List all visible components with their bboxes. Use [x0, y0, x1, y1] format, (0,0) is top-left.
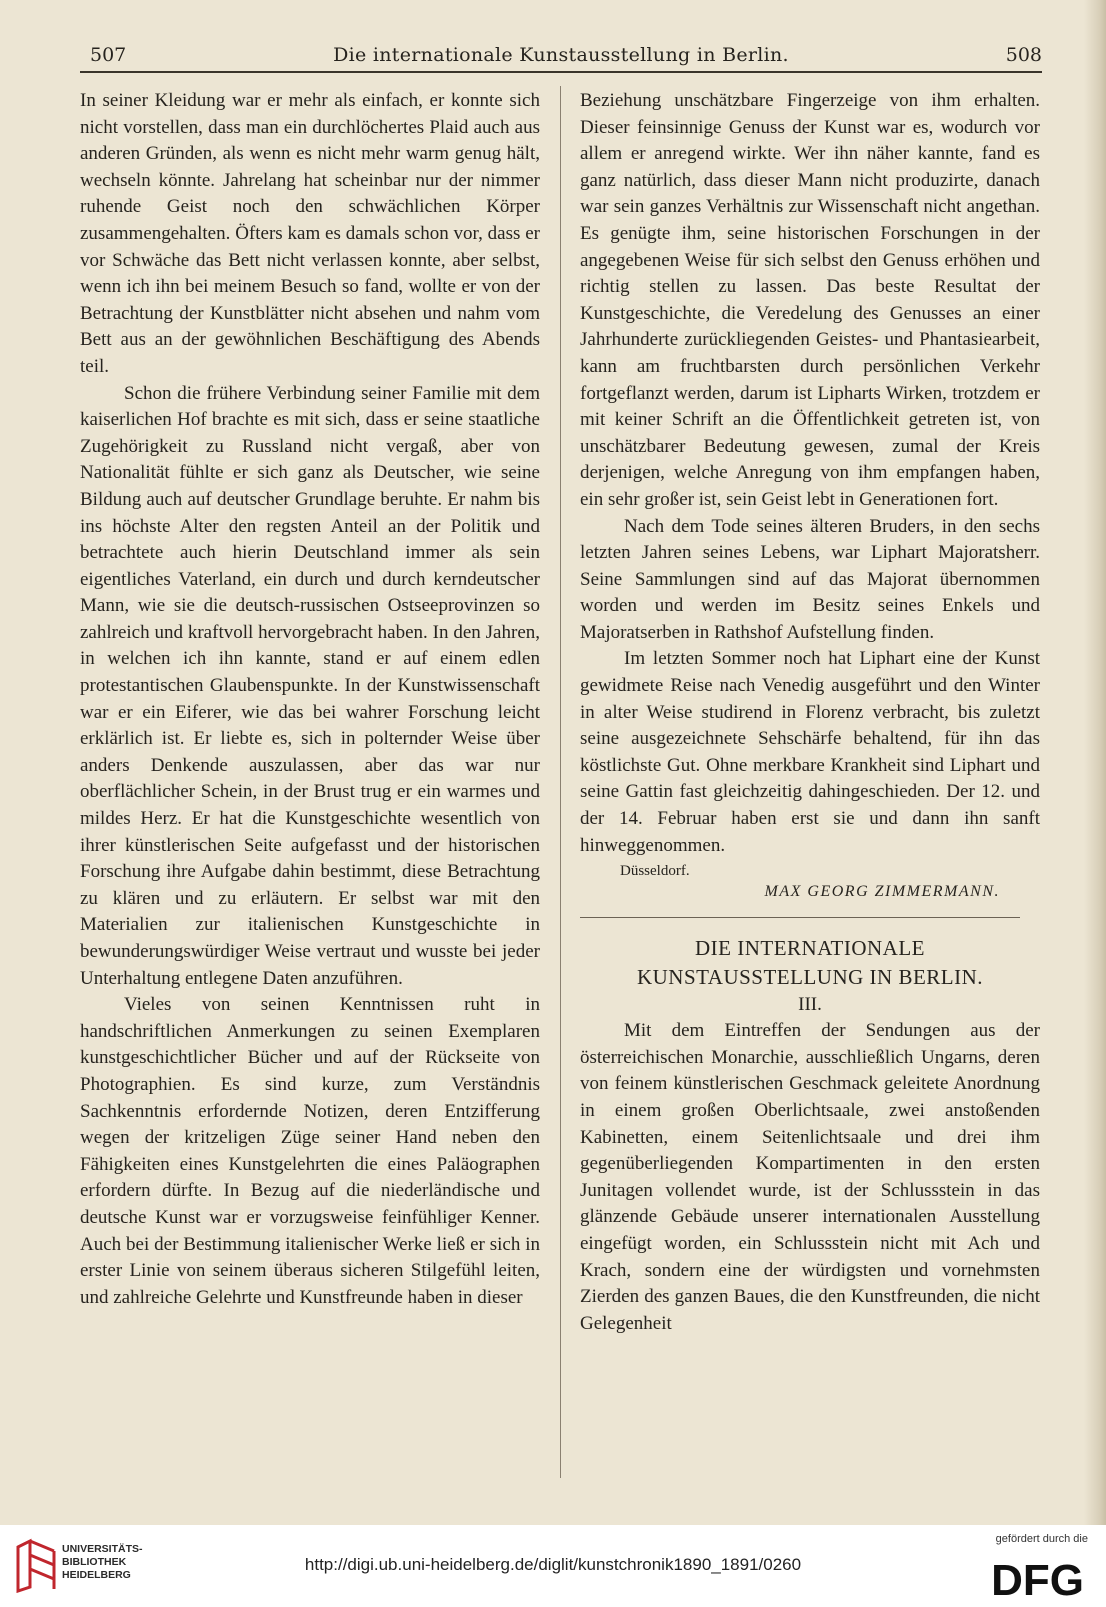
paragraph: Im letzten Sommer noch hat Liphart eine der Kunst gewidmete Reise nach Venedig ausgeführt und den Winter in alter Weise studirend in Florenz verbracht, bis zuletzt seine ausgezeichnete Sehschärfe behaltend, für ihn das köstlichste Gut. Ohne merkbare Krankheit sind Liphart und seine Gattin fast gleichzeitig dahingeschieden. Der 12. und der 14. Februar haben erst sie und dann ihn sanft hinweggenommen.: [580, 648, 1040, 856]
paragraph: Vieles von seinen Kenntnissen ruht in handschriftlichen Anmerkungen zu seinen Exemplaren kunstgeschichtlicher Bücher und auf der Rückseite von Photographien. Es sind kurze, zum Verständnis Sachkenntnis erfordernde Notizen, deren Entzifferung wegen der kritzeligen Züge seiner Hand neben den Fähigkeiten eines Kunstgelehrten die eines Paläographen erfordern dürfte. In Bezug auf die niederländische und deutsche Kunst war er vorzugsweise feinfühliger Kenner. Auch bei der Bestimmung italienischer Werke ließ er sich in erster Linie von seinem überaus sicheren Stilgefühl leiten, und zahlreiche Gelehrte und Kunstfreunde haben in dieser: [80, 994, 540, 1308]
dfg-logo[interactable]: [968, 1555, 1088, 1599]
footer-bar: [0, 1525, 1106, 1607]
running-title: Die internationale Kunstausstellung in Berlin.: [333, 44, 789, 66]
column-divider: [560, 86, 561, 1478]
running-header: [80, 38, 1042, 68]
page-number-right: 508: [1005, 44, 1042, 66]
page-number-left: 507: [90, 44, 127, 66]
author-signature: MAX GEORG ZIMMERMANN.: [764, 883, 1000, 901]
page-edge-shadow: [1084, 0, 1106, 1525]
library-name[interactable]: UNIVERSITÄTS- BIBLIOTHEK HEIDELBERG: [62, 1543, 143, 1581]
dfg-logo-text: DFG: [991, 1556, 1084, 1599]
paragraph: Mit dem Eintreffen der Sendungen aus der österreichischen Monarchie, ausschließlich Ungarns, deren von feinem künstlerischen Geschmack geleitete Anordnung in einem großen Oberlichtsaale, zwei anstoßenden Kabinetten, einem Seitenlichtsaale und drei ihm gegenüberliegenden Kompartimenten in den ersten Junitagen vollendet wurde, ist der Schlussstein in das glänzende Gebäude unserer internationalen Ausstellung eingefügt worden, ein Schlussstein nicht mit Ach und Krach, sondern eine der würdigsten und vornehmsten Zierden des ganzen Baues, die den Kunstfreunden, die nicht Gelegenheit: [580, 1020, 1040, 1334]
paragraph: Nach dem Tode seines älteren Bruders, in den sechs letzten Jahren seines Lebens, war Liphart Majoratsherr. Seine Sammlungen sind auf das Majorat übernommen worden und werden im Besitz seines Enkels und Majoratserben in Rathshof Aufstellung finden.: [580, 515, 1040, 643]
article-title-line-1: DIE INTERNATIONALE: [694, 936, 926, 961]
dateline-place: Düsseldorf.: [620, 863, 690, 880]
right-column: [580, 88, 1040, 1337]
paragraph: Beziehung unschätzbare Fingerzeige von ihm erhalten. Dieser feinsinnige Genuss der Kunst war es, wodurch vor allem er anregend wirkte. Wer ihn näher kannte, fand es ganz natürlich, dass dieser Mann nicht produzirte, danach war sein ganzes Verhältnis zur Wissenschaft nicht angethan. Es genügte ihm, seine historischen Forschungen in der angegebenen Weise für sich selbst den Genuss erhöhen und richtig stellen zu lassen. Das beste Resultat der Kunstgeschichte, die Veredelung des Genusses an einer Jahrhunderte zurückliegenden Geistes- und Phantasiearbeit, kann am fruchtbarsten durch persönlichen Verkehr fortgeflanzt werden, darum ist Lipharts Wirken, trotzdem er mit keiner Schrift an die Öffentlichkeit getreten ist, von unschätzbarer Bedeutung gewesen, zumal der Kreis derjenigen, welche Anregung von ihm empfangen haben, ein sehr großer ist, sein Geist lebt in Generationen fort.: [580, 90, 1040, 510]
article-title-line-2: KUNSTAUSSTELLUNG IN BERLIN.: [636, 965, 984, 990]
paragraph: In seiner Kleidung war er mehr als einfach, er konnte sich nicht vorstellen, dass man ein durchlöchertes Plaid auch aus anderen Gründen, als wenn es nicht mehr warm genug hält, wechseln könnte. Jahrelang hat scheinbar nur der nimmer ruhende Geist noch den schwächlichen Körper zusammengehalten. Öfters kam es damals schon vor, dass er vor Schwäche das Bett nicht verlassen konnte, aber selbst, wenn ich ihn bei meinem Besuch so fand, wollte er von der Betrachtung der Kunstblätter nicht absehen und nahm vom Bett aus an der gewöhnlichen Beschäftigung des Abends teil.: [80, 90, 540, 377]
funding-note: gefördert durch die: [995, 1533, 1088, 1545]
header-rule: [80, 71, 1042, 73]
paragraph: Schon die frühere Verbindung seiner Familie mit dem kaiserlichen Hof brachte es mit sich, dass er seine staatliche Zugehörigkeit zu Russland nicht vergaß, aber von Nationalität fühlte er sich ganz als Deutscher, wie seine Bildung auch auf deutscher Grundlage beruhte. Er nahm bis ins höchste Alter den regsten Anteil an der Politik und betrachtete auch hierin Deutschland immer als sein eigentliches Vaterland, ein durch und durch kerndeutscher Mann, wie sie die deutsch-russischen Ostseeprovinzen so zahlreich und kraftvoll hervorgebracht haben. In den Jahren, in welchen ich ihn kannte, stand er auf einem edlen protestantischen Glaubenspunkte. In der Kunstwissenschaft war er ein Eiferer, wie das bei wahrer Forschung leicht erklärlich ist. Er liebte es, sich in polternder Weise über anders Denkende auszulassen, aber das war nur oberflächlicher Schein, in der Brust trug er ein warmes und mildes Herz. Er hat die Kunstgeschichte wesentlich von ihrer künstlerischen Seite aufgefasst und der historischen Forschung ihre Aufgabe dahin bestimmt, diese Betrachtung zu klären und zu erläutern. Er selbst war mit den Materialien zur italienischen Kunstgeschichte in bewunderungswürdiger Weise vertraut und wusste bei jeder Unterhaltung entlegene Daten anzuführen.: [80, 382, 540, 989]
left-column: [80, 88, 540, 1311]
permalink-url[interactable]: http://digi.ub.uni-heidelberg.de/diglit/kunstchronik1890_1891/0260: [304, 1555, 802, 1574]
article-part-number: III.: [798, 994, 822, 1016]
article-separator: [580, 917, 1020, 918]
